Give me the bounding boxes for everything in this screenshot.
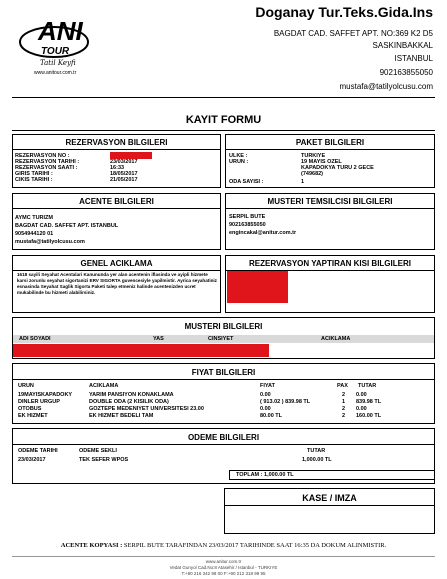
agency-line-1: AYMC TURIZM (15, 215, 53, 221)
price-r2-total: 839.98 TL (356, 399, 382, 405)
cust-header-gender: CINSIYET (208, 336, 234, 342)
agency-title: ACENTE BILGILERI (79, 197, 154, 206)
pkg-product-value-3: (749682) (301, 171, 324, 177)
agency-title-rule (13, 208, 220, 209)
prices-title: FIYAT BILGILERI (191, 368, 256, 377)
title-divider (12, 130, 435, 131)
logo-ani: ANI (38, 16, 83, 46)
price-r4-price: 80.00 TL (260, 413, 283, 419)
company-name: Doganay Tur.Teks.Gida.Ins (255, 4, 433, 20)
rep-line-2: 902163855050 (229, 222, 266, 228)
reservation-title-rule (13, 149, 220, 150)
booker-box (225, 255, 435, 313)
pkg-product-value-1: 19 MAYIS OZEL (301, 159, 342, 165)
header-divider (12, 97, 435, 98)
price-r4-total: 160.00 TL (356, 413, 382, 419)
price-r1-total: 0.00 (356, 392, 367, 398)
rep-title-rule (226, 208, 434, 209)
price-r3-desc: GOZTEPE MEDENIYET UNIVERSITESI 23.00 (89, 406, 204, 412)
price-r2-price: ( 913.02 ) 839.98 TL (260, 399, 311, 405)
rep-line-3: engincakal@anitur.com.tr (229, 230, 297, 236)
price-r3-pax: 2 (342, 406, 346, 412)
general-title-rule (13, 270, 220, 271)
price-r2-desc: DOUBLE ODA (2 KISILIK ODA) (89, 399, 169, 405)
signature-box (224, 488, 435, 534)
signature-title-rule (225, 505, 434, 506)
price-r2-pax: 1 (342, 399, 346, 405)
price-header-pax: PAX (337, 383, 348, 389)
payment-total-box (229, 470, 435, 480)
customers-title: MUSTERI BILGILERI (184, 322, 263, 331)
copy-notice-text: SERPIL BUTE TARAFINDAN 23/03/2017 TARIHINDE SAAT 16:35 DA DOKUM ALINMISTIR. (122, 542, 387, 549)
company-email: mustafa@tatilyolcusu.com (339, 82, 433, 91)
price-r4-product: EK HIZMET (18, 413, 48, 419)
package-box (225, 134, 435, 188)
rep-title: MUSTERI TEMSILCISI BILGILERI (267, 197, 393, 206)
general-box (12, 255, 221, 313)
price-header-total: TUTAR (358, 383, 377, 389)
agency-line-4: mustafa@tatilyolcusu.com (15, 239, 85, 245)
footer-line-3: T:+90 216 342 98 00 F:+90 212 318 99 95 (181, 571, 266, 576)
prices-title-rule (13, 379, 434, 380)
customers-box (12, 317, 435, 359)
copy-notice-label: ACENTE KOPYASI : (60, 542, 123, 549)
res-no-redacted (110, 152, 152, 159)
company-address-1: BAGDAT CAD. SAFFET APT. NO:369 K2 D5 (273, 29, 433, 38)
price-r3-total: 0.00 (356, 406, 367, 412)
cust-header-name: ADI SOYADI (19, 336, 51, 342)
price-header-desc: ACIKLAMA (89, 383, 119, 389)
res-value-date: 23/03/2017 (110, 159, 138, 165)
price-r1-price: 0.00 (260, 392, 271, 398)
form-title: KAYIT FORMU (185, 114, 262, 126)
reservation-title: REZERVASYON BILGILERI (65, 138, 168, 147)
general-text: 1618 sayili Seyahat Acentalari Kanununda yer alan acentenin iflasinda ve ayipli hizmete karsi zorunlu seyahat sigortanizi ERV SIGORTA guvencesiyle yapilmistir. Ayrica seyahatiniz esnasinda Seyahat Saglik Sigorta Paketi talep etmeniz halinde acentenizden ucret mukabilinde bu hizmeti alabilirsiniz. (17, 272, 217, 295)
pkg-product-label: URUN : (229, 159, 249, 165)
package-title-rule (226, 149, 434, 150)
company-city: ISTANBUL (394, 54, 433, 63)
res-label-no: REZERVASYON NO : (15, 153, 70, 159)
booker-title: REZERVASYON YAPTIRAN KISI BILGILERI (249, 259, 411, 268)
package-title: PAKET BILGILERI (295, 138, 365, 147)
pkg-product-value-2: KAPADOKYA TURU 2 GECE (301, 165, 374, 171)
pay-row-method: TEK SEFER WPOS (79, 457, 129, 463)
res-value-out: 21/05/2017 (110, 177, 138, 183)
logo-graphic (14, 10, 94, 76)
copy-notice (0, 542, 447, 549)
price-header-product: URUN (18, 383, 34, 389)
price-r2-product: DINLER URGUP (18, 399, 60, 405)
agency-line-2: BAGDAT CAD. SAFFET APT. ISTANBUL (15, 223, 119, 229)
price-r1-product: 19MAYISKAPADOKY (18, 392, 73, 398)
company-logo (14, 10, 94, 76)
res-label-date: REZERVASYON TARIHI : (15, 159, 80, 165)
cust-header-note: ACIKLAMA (321, 336, 351, 342)
payment-total: TOPLAM : 1,000.00 TL (236, 472, 294, 478)
price-r1-desc: YARIM PANSIYON KONAKLAMA (89, 392, 174, 398)
cust-header-age: YAS (153, 336, 164, 342)
res-label-out: CIKIS TARIHI : (15, 177, 53, 183)
pkg-country-label: ULKE : (229, 153, 248, 159)
customer-row-redacted (13, 344, 269, 357)
pkg-rooms-label: ODA SAYISI : (229, 179, 264, 185)
payment-title: ODEME BILGILERI (187, 433, 260, 442)
res-value-time: 16:33 (110, 165, 125, 171)
res-label-in: GIRIS TARIHI : (15, 171, 53, 177)
footer-line-1: www.anitur.com.tr (205, 559, 242, 564)
agency-box (12, 193, 221, 250)
price-r3-price: 0.00 (260, 406, 271, 412)
signature-title: KASE / IMZA (302, 493, 357, 503)
price-r4-pax: 2 (342, 413, 346, 419)
footer-line-2: Vedat Gunyol Cad.No:8 Atasehir / Istanbul - TURKIYE (169, 565, 278, 570)
general-title: GENEL ACIKLAMA (80, 259, 153, 268)
logo-script: Tatil Keyfi (40, 59, 76, 67)
company-phone: 902163855050 (379, 68, 433, 77)
res-label-time: REZERVASYON SAATI : (15, 165, 78, 171)
pkg-rooms-value: 1 (301, 179, 305, 185)
logo-url: www.anitour.com.tr (34, 70, 77, 76)
price-header-price: FIYAT (260, 383, 275, 389)
reservation-box (12, 134, 221, 188)
pay-header-date: ODEME TARIHI (18, 448, 58, 454)
footer-divider (12, 556, 435, 557)
pay-row-date: 23/03/2017 (18, 457, 46, 463)
payment-box (12, 428, 435, 484)
rep-box (225, 193, 435, 250)
agency-line-3: 9054944120 01 (15, 231, 54, 237)
res-value-in: 18/05/2017 (110, 171, 138, 177)
logo-tour: TOUR (41, 46, 70, 57)
pay-header-method: ODEME SEKLI (79, 448, 117, 454)
prices-box (12, 363, 435, 424)
company-address-2: SASKINBAKKAL (372, 41, 433, 50)
price-r4-desc: EK HIZMET BEDELI TAM (89, 413, 154, 419)
rep-line-1: SERPIL BUTE (229, 214, 266, 220)
booker-redacted (227, 271, 288, 303)
price-r3-product: OTOBUS (18, 406, 42, 412)
pay-row-amount: 1,000.00 TL (302, 457, 332, 463)
price-r1-pax: 2 (342, 392, 346, 398)
pkg-country-value: TURKIYE (301, 153, 326, 159)
pay-header-amount: TUTAR (307, 448, 326, 454)
payment-title-rule (13, 444, 434, 445)
